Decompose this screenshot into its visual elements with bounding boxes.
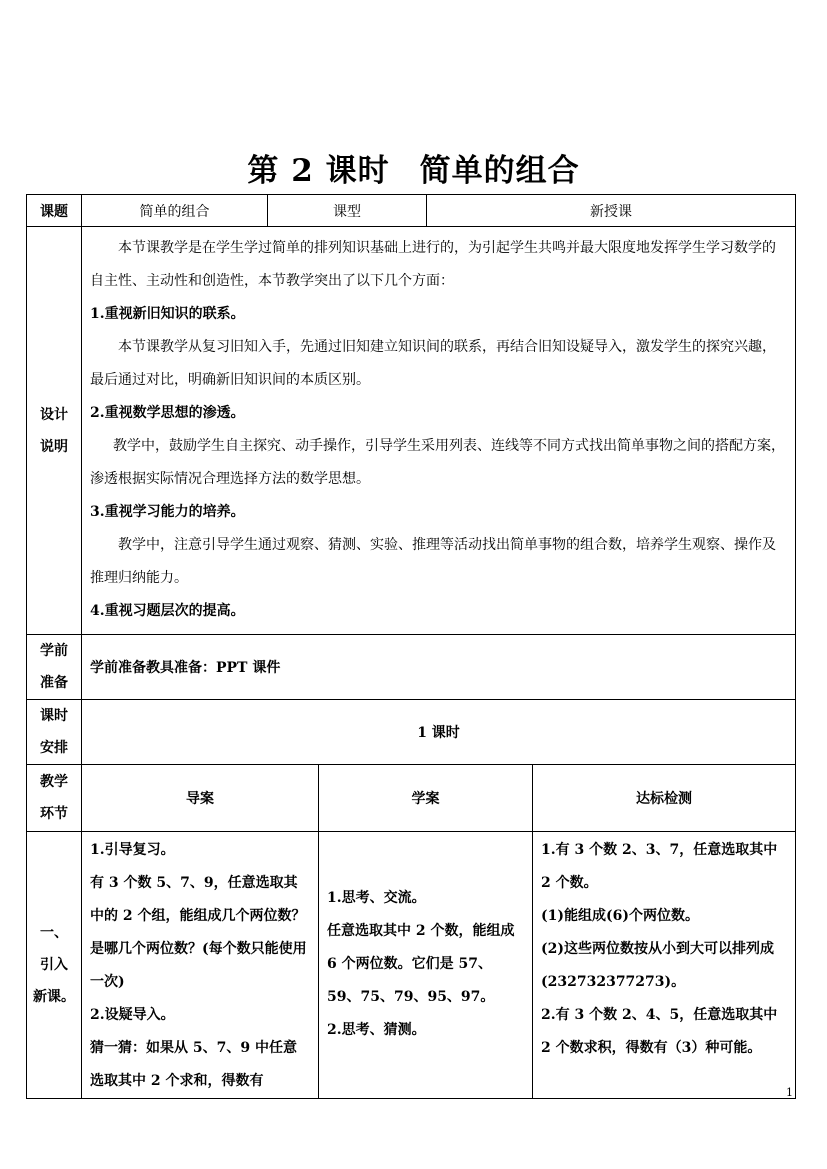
prep-label <box>27 635 82 700</box>
study-column-header: 学案 <box>319 765 533 832</box>
schedule-value: 1 课时 <box>82 700 796 765</box>
intro-row <box>27 832 796 1099</box>
title-topic: 简单的组合 <box>419 153 580 189</box>
design-heading: 1.重视新旧知识的联系。 <box>90 306 245 322</box>
topic-row <box>27 195 796 227</box>
schedule-label-line1: 课时 <box>40 708 68 724</box>
design-row <box>27 227 796 635</box>
study-item: 2.思考、猜测。 <box>327 1022 426 1038</box>
prep-value: 学前准备教具准备：PPT 课件 <box>82 635 796 700</box>
schedule-row <box>27 700 796 765</box>
lesson-type-label: 课型 <box>268 195 427 227</box>
intro-label-line1: 一、 <box>40 925 68 941</box>
schedule-label-line2: 安排 <box>40 740 68 756</box>
topic-value: 简单的组合 <box>82 195 268 227</box>
guide-item: 猜一猜：如果从 5、7、9 中任意选取其中 2 个求和，得数有 <box>90 1040 297 1089</box>
check-item: (1)能组成(6)个两位数。 <box>541 908 699 924</box>
prep-row <box>27 635 796 700</box>
check-item: (2)这些两位数按从小到大可以排列成(232732377273)。 <box>541 941 774 990</box>
design-label-line1: 设计 <box>40 406 68 423</box>
design-label-line2: 说明 <box>40 438 68 455</box>
topic-label: 课题 <box>27 195 82 227</box>
design-heading: 2.重视数学思想的渗透。 <box>90 405 245 421</box>
guide-item: 1.引导复习。 <box>90 842 175 858</box>
check-item: 2.有 3 个数 2、4、5，任意选取其中 2 个数求积，得数有（3）种可能。 <box>541 1007 778 1056</box>
study-item: 任意选取其中 2 个数，能组成 6 个两位数。它们是 57、59、75、79、95、97。 <box>327 923 515 1005</box>
intro-label-line2: 引入 <box>40 957 68 973</box>
check-item: 1.有 3 个数 2、3、7，任意选取其中 2 个数。 <box>541 842 778 891</box>
page-number: 1 <box>786 1086 793 1099</box>
design-content <box>82 227 796 635</box>
intro-label <box>27 832 82 1099</box>
lesson-plan-table <box>26 194 796 1099</box>
stages-header-row <box>27 765 796 832</box>
prep-label-line2: 准备 <box>40 675 68 691</box>
design-heading: 3.重视学习能力的培养。 <box>90 504 245 520</box>
prep-label-line1: 学前 <box>40 643 68 659</box>
design-paragraph: 本节课教学是在学生学过简单的排列知识基础上进行的，为引起学生共鸣并最大限度地发挥学生学习数学的自主性、主动性和创造性，本节教学突出了以下几个方面： <box>90 240 776 289</box>
design-paragraph: 教学中，鼓励学生自主探究、动手操作，引导学生采用列表、连线等不同方式找出简单事物之间的搭配方案，渗透根据实际情况合理选择方法的数学思想。 <box>90 438 785 487</box>
design-paragraph: 教学中，注意引导学生通过观察、猜测、实验、推理等活动找出简单事物的组合数，培养学生观察、操作及推理归纳能力。 <box>90 537 776 586</box>
intro-study-cell <box>319 832 533 1099</box>
stages-label-line2: 环节 <box>40 806 68 822</box>
check-column-header: 达标检测 <box>533 765 796 832</box>
lesson-type-value: 新授课 <box>427 195 796 227</box>
study-item: 1.思考、交流。 <box>327 890 426 906</box>
intro-label-line3: 新课。 <box>33 989 75 1005</box>
design-label <box>27 227 82 635</box>
guide-item: 2.设疑导入。 <box>90 1007 175 1023</box>
design-heading: 4.重视习题层次的提高。 <box>90 603 245 619</box>
guide-item: 有 3 个数 5、7、9，任意选取其中的 2 个组，能组成几个两位数？是哪几个两位数？(每个数只能使用一次) <box>90 875 307 990</box>
title-lesson-number: 第 2 课时 <box>247 153 390 189</box>
schedule-label <box>27 700 82 765</box>
page-title <box>0 148 827 194</box>
stages-label <box>27 765 82 832</box>
design-paragraph: 本节课教学从复习旧知入手，先通过旧知建立知识间的联系，再结合旧知设疑导入，激发学生的探究兴趣，最后通过对比，明确新旧知识间的本质区别。 <box>90 339 776 388</box>
intro-check-cell <box>533 832 796 1099</box>
guide-column-header: 导案 <box>82 765 319 832</box>
stages-label-line1: 教学 <box>40 774 68 790</box>
intro-guide-cell <box>82 832 319 1099</box>
